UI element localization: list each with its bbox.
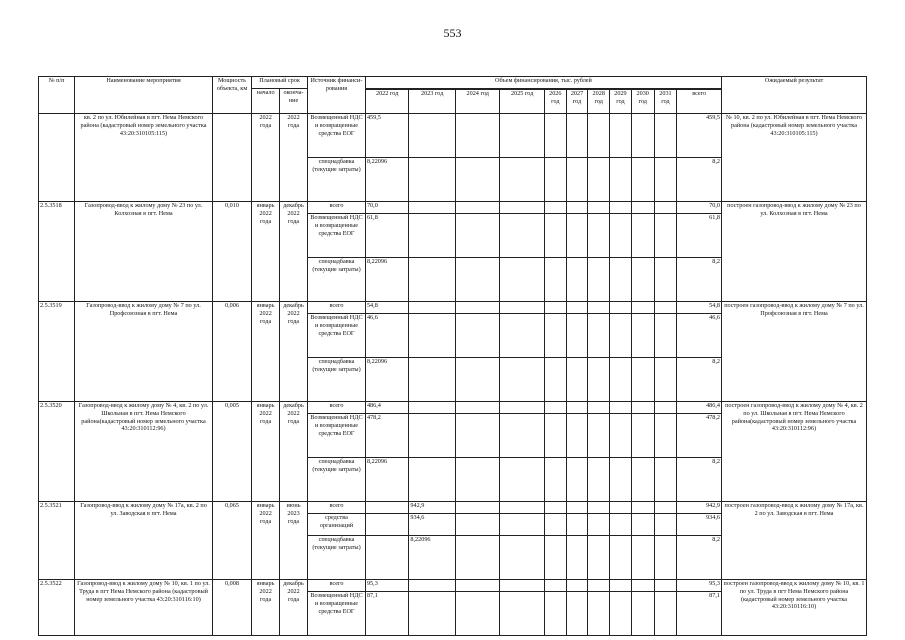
header-total: всего [677,90,722,114]
year-value [566,458,588,502]
year-value [566,536,588,580]
year-value: 61,8 [365,214,408,258]
year-value [409,114,456,158]
row-capacity: 0,005 [212,402,251,502]
year-value [631,214,654,258]
row-total: 70,0 [677,202,722,214]
row-total: 8,2 [677,358,722,402]
row-result: построен газопровод-ввод к жилому дому № 4, кв. 2 по ул. Школьная в пгт. Нема Немского района(кадастровый номер земельного участка 43:20:310112:96) [721,402,866,502]
year-value [588,214,610,258]
row-total: 486,4 [677,402,722,414]
year-value [610,592,632,636]
year-value [544,214,566,258]
year-value: 934,6 [409,514,456,536]
year-value [455,214,499,258]
header-num: № п/п [39,77,75,114]
row-name: Газопровод-ввод к жилому дому № 4, кв. 2 по ул. Школьная в пгт. Нема Немского района(кадастровый номер земельного участка 43:20:310112:96) [75,402,213,502]
row-start: январь 2022 года [252,502,280,580]
year-value [500,402,544,414]
row-capacity: 0,010 [212,202,251,302]
year-value [654,258,677,302]
row-number: 2.5.3522 [39,580,75,636]
header-year: 2022 год [365,90,408,114]
row-result: построен газопровод-ввод к жилому дому № 17а, кв. 2 по ул. Заводская в пгт. Нема [721,502,866,580]
year-value [500,514,544,536]
row-name: Газопровод-ввод к жилому дому № 23 по ул. Колхозная в пгт. Нема [75,202,213,302]
year-value [500,114,544,158]
year-value [610,258,632,302]
year-value [455,514,499,536]
row-end: декабрь 2022 года [280,580,308,636]
year-value [500,580,544,592]
year-value [654,414,677,458]
year-value [654,202,677,214]
year-value [409,358,456,402]
year-value [566,358,588,402]
row-number: 2.5.3521 [39,502,75,580]
year-value: 87,1 [365,592,408,636]
row-source: Возмещенный НДС и возвращенные средства ЕОГ [308,314,366,358]
year-value [566,580,588,592]
year-value [654,592,677,636]
year-value: 942,9 [409,502,456,514]
year-value [409,414,456,458]
row-total: 95,3 [677,580,722,592]
year-value [544,258,566,302]
year-value [588,258,610,302]
row-result: № 10, кв. 2 по ул. Юбилейная в пгт. Нема Немского района (кадастровый номер земельного участка 43:20:310105:115) [721,114,866,202]
year-value [610,114,632,158]
row-end: июнь 2023 года [280,502,308,580]
funding-table [38,76,867,636]
year-value [631,402,654,414]
row-result: построен газопровод-ввод к жилому дому № 10, кв. 1 по ул. Труда в пгт Нема Немского района (кадастровый номер земельного участка 43:20:310116:10) [721,580,866,636]
year-value [455,158,499,202]
table-row [39,402,867,414]
row-start: январь 2022 года [252,580,280,636]
year-value [365,514,408,536]
header-term: Плановый срок [252,77,308,89]
row-capacity: 0,008 [212,580,251,636]
row-source: средства организаций [308,514,366,536]
year-value [544,592,566,636]
row-name: Газопровод-ввод к жилому дому № 7 по ул. Профсоюзная в пгт. Нема [75,302,213,402]
year-value [409,214,456,258]
row-total: 934,6 [677,514,722,536]
year-value [455,314,499,358]
year-value [544,114,566,158]
year-value [631,158,654,202]
year-value: 8,22096 [365,258,408,302]
year-value [610,402,632,414]
year-value [654,302,677,314]
year-value [588,580,610,592]
year-value [566,114,588,158]
year-value [455,202,499,214]
year-value [455,580,499,592]
year-value [610,314,632,358]
year-value [500,158,544,202]
year-value [544,414,566,458]
row-start: январь 2022 года [252,302,280,402]
year-value [455,302,499,314]
year-value [500,358,544,402]
header-term-end: оконча-ние [280,89,308,114]
header-year: 2027 год [566,90,588,114]
year-value [500,202,544,214]
year-value [631,592,654,636]
year-value [455,114,499,158]
row-source: спецнадбавка (текущие затраты) [308,258,366,302]
header-year: 2024 год [455,90,499,114]
row-result: построен газопровод-ввод к жилому дому № 23 по ул. Колхозная в пгт. Нема [721,202,866,302]
header-result: Ожидаемый результат [721,77,866,114]
year-value [500,214,544,258]
year-value [409,592,456,636]
year-value [610,514,632,536]
table-row [39,580,867,592]
year-value [544,514,566,536]
year-value: 46,6 [365,314,408,358]
row-total: 54,8 [677,302,722,314]
row-end: декабрь 2022 года [280,202,308,302]
year-value [588,514,610,536]
year-value [610,536,632,580]
year-value [500,502,544,514]
row-total: 478,2 [677,414,722,458]
year-value [654,458,677,502]
year-value [654,114,677,158]
year-value [500,536,544,580]
year-value [566,502,588,514]
header-funding: Объем финансирования, тыс. рублей [365,77,721,89]
year-value [631,314,654,358]
row-number: 2.5.3520 [39,402,75,502]
header-capacity: Мощность объекта, км [212,77,251,114]
row-source: Возмещенный НДС и возвращенные средства ЕОГ [308,592,366,636]
year-value [544,158,566,202]
year-value: 70,0 [365,202,408,214]
year-value [500,258,544,302]
header-name: Наименование мероприятия [75,77,213,114]
year-value [588,592,610,636]
year-value [654,580,677,592]
header-year: 2031 год [654,90,677,114]
year-value [631,414,654,458]
page-number: 553 [443,26,462,40]
year-value [566,514,588,536]
year-value [631,202,654,214]
row-end: декабрь 2022 года [280,402,308,502]
year-value [631,114,654,158]
year-value [654,358,677,402]
row-total: 942,9 [677,502,722,514]
year-value [588,302,610,314]
year-value: 54,8 [365,302,408,314]
year-value [455,414,499,458]
year-value [409,458,456,502]
year-value [588,414,610,458]
year-value [455,536,499,580]
row-start: январь 2022 года [252,402,280,502]
header-year: 2023 год [409,90,456,114]
year-value [631,502,654,514]
table-row [39,302,867,314]
year-value [544,458,566,502]
row-source: Возмещенный НДС и возвращенные средства ЕОГ [308,114,366,158]
row-source: всего [308,302,366,314]
year-value [455,458,499,502]
year-value [566,202,588,214]
year-value [588,536,610,580]
header-source: Источник финанси-рования [308,77,366,114]
header-term-start: начало [252,89,280,114]
year-value [610,202,632,214]
year-value [610,302,632,314]
year-value [544,536,566,580]
year-value [588,202,610,214]
row-capacity: 0,065 [212,502,251,580]
year-value [588,502,610,514]
row-source: всего [308,402,366,414]
year-value [610,358,632,402]
year-value: 478,2 [365,414,408,458]
year-value [566,258,588,302]
row-source: спецнадбавка (текущие затраты) [308,536,366,580]
year-value [566,158,588,202]
year-value [631,258,654,302]
year-value [409,402,456,414]
row-name: кв. 2 по ул. Юбилейная в пгт. Нема Немского района (кадастровый номер земельного участка 43:20:310105:115) [75,114,213,202]
year-value [455,258,499,302]
year-value [500,314,544,358]
year-value [588,114,610,158]
year-value [631,580,654,592]
year-value [588,158,610,202]
year-value: 8,22096 [365,458,408,502]
year-value [409,202,456,214]
row-total: 61,8 [677,214,722,258]
year-value [409,580,456,592]
year-value [455,402,499,414]
year-value [588,358,610,402]
year-value [654,502,677,514]
row-source: всего [308,502,366,514]
row-total: 459,5 [677,114,722,158]
row-name: Газопровод-ввод к жилому дому № 17а, кв. 2 по ул. Заводская в пгт. Нема [75,502,213,580]
year-value [654,514,677,536]
table-body [39,114,867,636]
header-year: 2029 год [610,90,632,114]
row-source: Возмещенный НДС и возвращенные средства ЕОГ [308,414,366,458]
year-value [631,458,654,502]
row-capacity [212,114,251,202]
row-total: 8,2 [677,536,722,580]
row-source: всего [308,580,366,592]
year-value [631,358,654,402]
year-value [566,414,588,458]
year-value [566,314,588,358]
year-value [610,458,632,502]
row-number: 2.5.3519 [39,302,75,402]
row-total: 46,6 [677,314,722,358]
year-value [631,536,654,580]
year-value [631,302,654,314]
year-value [588,314,610,358]
row-total: 8,2 [677,258,722,302]
year-value [654,314,677,358]
year-value: 95,3 [365,580,408,592]
row-end: декабрь 2022 года [280,302,308,402]
row-total: 8,2 [677,158,722,202]
year-value [409,302,456,314]
year-value [610,502,632,514]
year-value [455,592,499,636]
row-name: Газопровод-ввод к жилому дому № 10, кв. 1 по ул. Труда в пгт Нема Немского района (кадастровый номер земельного участка 43:20:310116:10) [75,580,213,636]
year-value [610,158,632,202]
year-value [566,302,588,314]
year-value [588,402,610,414]
row-end: 2022 года [280,114,308,202]
year-value [500,302,544,314]
table-row [39,502,867,514]
year-value [566,592,588,636]
year-value [544,402,566,414]
row-result: построен газопровод-ввод к жилому дому № 7 по ул. Профсоюзная в пгт. Нема [721,302,866,402]
year-value: 486,4 [365,402,408,414]
row-start: январь 2022 года [252,202,280,302]
year-value [544,358,566,402]
table-row [39,202,867,214]
row-source: спецнадбавка (текущие затраты) [308,358,366,402]
header-year: 2025 год [500,90,544,114]
year-value: 459,5 [365,114,408,158]
year-value [631,514,654,536]
year-value [544,502,566,514]
year-value [544,580,566,592]
year-value [544,202,566,214]
header-year: 2030 год [631,90,654,114]
table-header [39,77,867,114]
year-value [409,258,456,302]
year-value: 8,22096 [365,158,408,202]
row-source: спецнадбавка (текущие затраты) [308,158,366,202]
year-value [588,458,610,502]
header-year: 2026 год [544,90,566,114]
year-value [566,214,588,258]
year-value [654,158,677,202]
row-capacity: 0,006 [212,302,251,402]
year-value [500,414,544,458]
row-total: 87,1 [677,592,722,636]
year-value [455,502,499,514]
row-start: 2022 года [252,114,280,202]
year-value [500,592,544,636]
year-value [455,358,499,402]
year-value: 8,22096 [365,358,408,402]
year-value [409,314,456,358]
row-number: 2.5.3518 [39,202,75,302]
year-value [544,302,566,314]
year-value [409,158,456,202]
year-value [654,536,677,580]
row-source: всего [308,202,366,214]
year-value [365,536,408,580]
table-row [39,114,867,158]
year-value [500,458,544,502]
row-number [39,114,75,202]
row-source: Возмещенный НДС и возвращенные средства ЕОГ [308,214,366,258]
year-value [566,402,588,414]
year-value [610,580,632,592]
header-year: 2028 год [588,90,610,114]
year-value: 8,22096 [409,536,456,580]
year-value [654,214,677,258]
row-total: 8,2 [677,458,722,502]
year-value [544,314,566,358]
year-value [610,414,632,458]
year-value [365,502,408,514]
year-value [654,402,677,414]
year-value [610,214,632,258]
row-source: спецнадбавка (текущие затраты) [308,458,366,502]
